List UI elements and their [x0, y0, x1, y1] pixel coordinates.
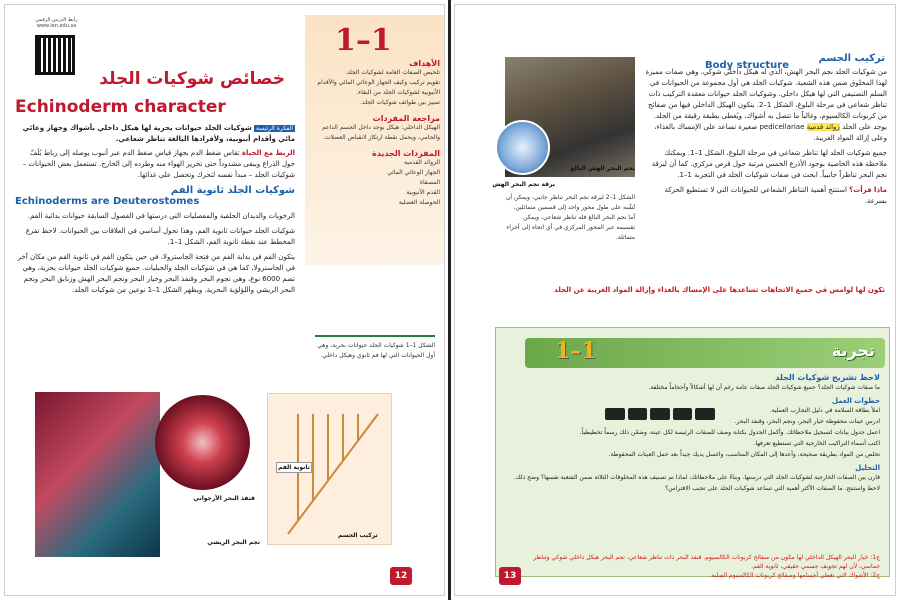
paragraph-1-text: من شوكيات الجلد نجم البحر الهش، الذي له هيكل داخلي شوكي، وهي صفات مميزة لهذا المخلوق ضمن هذه الشعبة. شوكيات الجلد هي أول مجموعة من الحيوانات في السلم التصنيفي التي لها هيكل داخلي. وشوكيات الجلد حيوانات معقدة التركيب ذات تناظر شعاعي في مرحلة البلوغ، الشكل 1–2. يتكون الهيكل الداخلي فيها من صفائح من كربونات الكالسيوم، وغالباً ما تتصل به أشواك، ويُغطى بطبقة رقيقة من الجلد. يوجد على الجلد [645, 68, 887, 131]
objectives [310, 59, 440, 208]
steps-heading: خطوات العمل [831, 397, 880, 405]
safety-icon [628, 408, 648, 420]
main-column [15, 123, 295, 296]
safety-icon [673, 408, 693, 420]
objective-1: تلخيص الصفات العامة لشوكيات الجلد. [344, 69, 440, 76]
photo-label-larva: يرقة نجم البحر الهش [492, 181, 555, 188]
figure-caption-2: الشكل 1–2 ليرقة نجم البحر تناظر جانبي، ويمكن أن تُشْبه على طول محور واحد إلى قسمين متماثلين. أما نجم البحر البالغ فله تناظر شعاعي، ويمكن تقسيمه عبر المحور المركزي في أي اتجاه إلى أجزاء متماثلة. [505, 194, 635, 241]
reading-check [645, 185, 887, 207]
step-2: ادرس عينات محفوظة خيار البحر، ونجم البحر، وقنفذ البحر. [734, 418, 880, 425]
section-heading-ar: تركيب الجسم [818, 53, 885, 64]
step-3: اعمل جدول بيانات لتسجيل ملاحظاتك. وأكمل الجدول بكتابة وصف للصفات الرئيسة لكل عينة، وضمّن ذلك رسماً تخطيطياً. [579, 429, 880, 436]
answer-2: ج2: الأشواك التي تغطي أجسامها وصفائح كربونات الكالسيوم الصلبة. [709, 572, 880, 579]
tree-label: ثانوية الفم [278, 464, 310, 471]
review-text: الهيكل الداخلي: هيكل يوجد داخل الجسم الداعم والحامي، ويحمل نقطة ارتكاز لانقباض العضلات. [321, 124, 440, 141]
answers [525, 553, 880, 580]
safety-icons [605, 408, 715, 420]
right-main-column [645, 67, 887, 207]
analysis-heading: التحليل [855, 464, 880, 472]
photo-label-adult: نجم البحر الهش البالغ [570, 165, 635, 172]
page-12 [4, 4, 445, 596]
section-heading-en: Body structure [705, 60, 789, 71]
paragraph-3: يتكون الفم في بداية الفم من فتحة الجاسترولا، في حين يتكون الفم في ثانوية الفم من مكان آخر في الجاسترولا، كما هي في شوكيات الجلد والحبليات. جميع شوكيات الجلد حيوانات بحرية، وهي تضم 6000 نوع، وهي نجوم البحر وقنفذ البحر وخيار البحر ونجم البحر الهش وزنابق البحر ونجم البحر الريشي واللؤلؤية البحرية. ويظهر الشكل 1–1 نوعين من شوكيات الجلد. [17, 253, 295, 294]
vocab-5: الحوصلة العضلية [398, 199, 440, 206]
connect-text: تقاس ضغط الدم بجهاز قياس ضغط الدم عبر أنبوب يوصله إلى رباط يُلَفّ حول الذراع ويبقى مشدوداً حتى تحرير الهواء منه وطرده إلى الخارج. تستعمل بعض الحيوانات – شوكيات الجلد – مبدأ نفسه لتحرك وتحصل على غذائها. [22, 149, 295, 179]
lesson-title-ar: خصائص شوكيات الجلد [99, 69, 285, 89]
intro-paragraph [15, 123, 295, 145]
lesson-number: 1–1 [335, 23, 392, 58]
photo-label-feather-star: نجم البحر الريشي [207, 539, 260, 546]
experiment-title: تجربة [831, 341, 875, 360]
page-number: 13 [499, 567, 521, 585]
paragraph-2: جميع شوكيات الجلد لها تناظر شعاعي في مرحلة البلوغ، الشكل 1–1. ويمكنك ملاحظة هذه الخاصية بوجود الأذرع الخمس مرتبة حول قرص مركزي. كما أن ليرقة نجم البحر تناظراً جانبياً. ابحث في صفات شوكيات الجلد في التجربة 1–1. [651, 149, 887, 179]
safety-icon [695, 408, 715, 420]
reading-check-text: استنتج أهمية التناظر الشعاعي للحيوانات التي لا تستطيع الحركة بسرعة. [664, 186, 887, 205]
phylogenetic-tree [267, 393, 392, 545]
larva-inset-photo [495, 120, 550, 175]
objective-3: تمييز بين طوائف شوكيات الجلد. [360, 99, 440, 106]
photo-label-urchin: قنفذ البحر الأرجواني [193, 495, 255, 502]
answer-1: ج1: خيار البحر الهيكل الداخلي لها مكون من صفائح كربونات الكالسيوم. قنفذ البحر ذات تناظر شعاعي، نجم البحر هيكل داخلي شوكي وتناظر خماسي، لأن لهم تجويف جسمي حقيقي، ثانوية الفم. [533, 554, 880, 570]
review-heading: مراجعة المفردات [372, 114, 440, 123]
intro-text: شوكيات الجلد حيوانات بحرية لها هيكل داخلي بأشواك وجهاز وعائي مائي وأقدام أنبوبية، ولأفرادها البالغة تناظر شعاعي. [22, 124, 295, 143]
vocab-4: القدم الأنبوبية [406, 189, 440, 196]
figure-caption: الشكل 1–1 شوكيات الجلد حيوانات بحرية، وهي أول الحيوانات التي لها فم ثانوي وهيكل داخلي. [315, 335, 435, 385]
experiment-question: ما صفات شوكيات الجلد؟ جميع شوكيات الجلد صفات عامة رغم أن لها أشكالاً وأحجاماً مختلفة. [648, 384, 880, 391]
analysis-2: لاحظ واستنتج. ما الصفات الأكثر أهمية التي تساعد شوكيات الجلد على تجنب الافتراس؟ [665, 485, 880, 492]
connect-paragraph [15, 148, 295, 181]
highlighted-term: زوائد قدمية [806, 123, 840, 131]
experiment-number: 1–1 [555, 338, 597, 364]
safety-icon [650, 408, 670, 420]
paragraph-2: شوكيات الجلد حيوانات ثانوية الفم، وهذا تحول أساسي في العلاقات بين الحيوانات. لاحظ تفرع المخطط عند نقطة ثانوية الفم، الشكل 1–1. [25, 227, 295, 246]
page-number: 12 [390, 567, 412, 585]
sea-urchin-photo [155, 395, 250, 490]
objective-2: تقويم تركيب وكيف الجهاز الوعائي المائي والأقدام الأنبوبية لشوكيات الجلد من البقاء. [317, 79, 440, 96]
paragraph-1: الرخويات والديدان الحلقية والمفصليات التي درستها في الفصول السابقة حيوانات بدائية الفم. [27, 212, 295, 220]
safety-icon [605, 408, 625, 420]
analysis-1: قارن بين الصفات الخارجية لشوكيات الجلد التي درستها. وبناءً على ملاحظاتك، لماذا تم تصنيف هذه المخلوقات الثلاثة ضمن الشعبة نفسها؟ وضح ذلك. [513, 474, 880, 481]
section-heading-ar: شوكيات الجلد ثانوية الفم [170, 185, 295, 196]
vocab-2: الجهاز الوعائي المائي [387, 169, 440, 176]
paragraph-1-end: pedicellariae صغيرة تساعد على الإمساك بالغذاء، وعلى إزالة المواد الغريبة. [654, 123, 887, 142]
lesson-title-en: Echinoderm character [15, 97, 226, 117]
step-4: اكتب أسماء التراكيب الخارجية التي تستطيع تعرفها. [753, 440, 880, 447]
vocab-3: المصفاة [419, 179, 440, 186]
page-13 [454, 4, 896, 596]
vocab-1: الزوائد القدمية [403, 159, 440, 166]
step-1: املأ بطاقة السلامة في دليل التجارب العملية. [769, 407, 880, 414]
experiment-subtitle: لاحظ تشريح شوكيات الجلد [775, 373, 880, 382]
section-heading-en: Echinoderms are Deuterostomes [15, 196, 200, 207]
objectives-heading: الأهداف [409, 59, 440, 68]
reading-check-label: ماذا قرأت؟ [849, 186, 887, 194]
feather-star-photo [35, 392, 160, 557]
new-vocab-heading: المفردات الجديدة [372, 149, 440, 158]
experiment-content [510, 373, 880, 494]
main-idea-badge: الفكرة الرئيسة [255, 125, 293, 132]
paragraph-1 [645, 67, 887, 144]
qr-caption: رابط الدرس الرقمي www.ien.edu.sa [35, 17, 78, 29]
book-gutter [448, 0, 451, 600]
tree-base-label: تركيب الجسم [338, 532, 378, 539]
answer-note: تكون لها لوامس في جميع الاتجاهات تساعدها على الإمساك بالغذاء وإزالة المواد الغريبة عن الجلد [554, 286, 885, 294]
connect-label: الربط مع الحياة [241, 149, 295, 157]
step-5: تخلص من المواد بطريقة صحيحة، وأعدها إلى المكان المناسب، واغسل يديك جيداً بعد حمل العينات المحفوظة. [608, 451, 880, 458]
